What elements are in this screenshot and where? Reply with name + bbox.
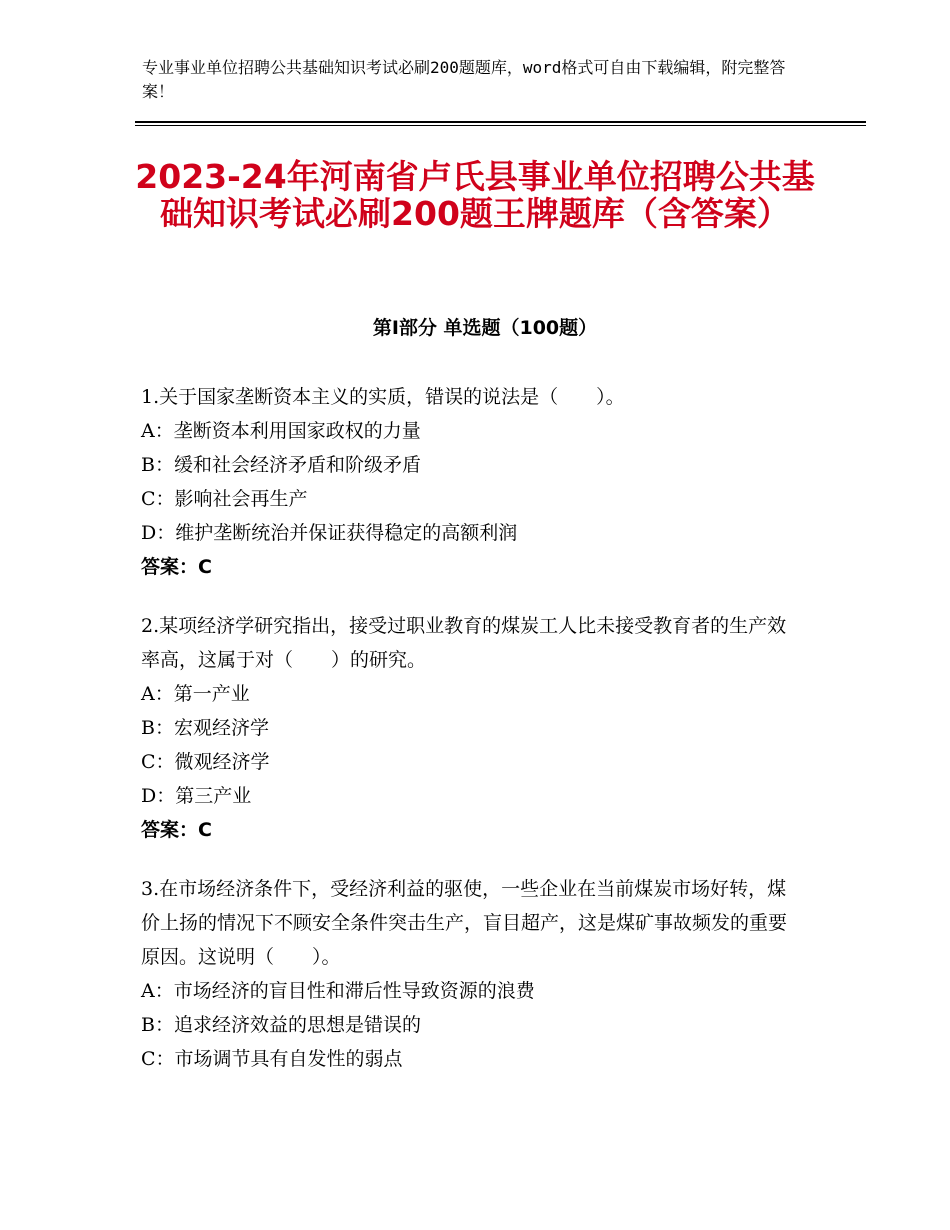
question-answer: 答案：C (141, 556, 212, 578)
question-option: D：维护垄断统治并保证获得稳定的高额利润 (141, 522, 518, 544)
question-option: C：微观经济学 (141, 751, 270, 773)
question-option: A：第一产业 (141, 683, 250, 705)
document-title: 2023-24年河南省卢氏县事业单位招聘公共基础知识考试必刷200题王牌题库（含答案） (135, 157, 815, 233)
question-option: B：追求经济效益的思想是错误的 (141, 1014, 421, 1036)
question-item (141, 380, 801, 584)
question-option: A：垄断资本利用国家政权的力量 (141, 420, 421, 442)
question-option: D：第三产业 (141, 785, 252, 807)
question-stem: 2.某项经济学研究指出，接受过职业教育的煤炭工人比未接受教育者的生产效率高，这属于对（ ）的研究。 (141, 615, 787, 671)
header-divider-thin (135, 125, 866, 126)
question-answer: 答案：C (141, 819, 212, 841)
section-title: 第Ⅰ部分 单选题（100题） (372, 317, 598, 339)
question-stem: 3.在市场经济条件下，受经济利益的驱使，一些企业在当前煤炭市场好转，煤价上扬的情况下不顾安全条件突击生产，盲目超产，这是煤矿事故频发的重要原因。这说明（ ）。 (141, 878, 788, 968)
question-option: A：市场经济的盲目性和滞后性导致资源的浪费 (141, 980, 535, 1002)
question-option: C：影响社会再生产 (141, 488, 308, 510)
header-divider-thick (135, 121, 866, 123)
question-item (141, 609, 801, 847)
question-option: B：缓和社会经济矛盾和阶级矛盾 (141, 454, 421, 476)
question-stem: 1.关于国家垄断资本主义的实质，错误的说法是（ ）。 (141, 386, 625, 408)
question-option: B：宏观经济学 (141, 717, 269, 739)
header-note: 专业事业单位招聘公共基础知识考试必刷200题题库，word格式可自由下载编辑，附完整答案！ (142, 58, 786, 101)
question-item (141, 872, 801, 1076)
question-option: C：市场调节具有自发性的弱点 (141, 1048, 403, 1070)
question-list (141, 380, 801, 1101)
